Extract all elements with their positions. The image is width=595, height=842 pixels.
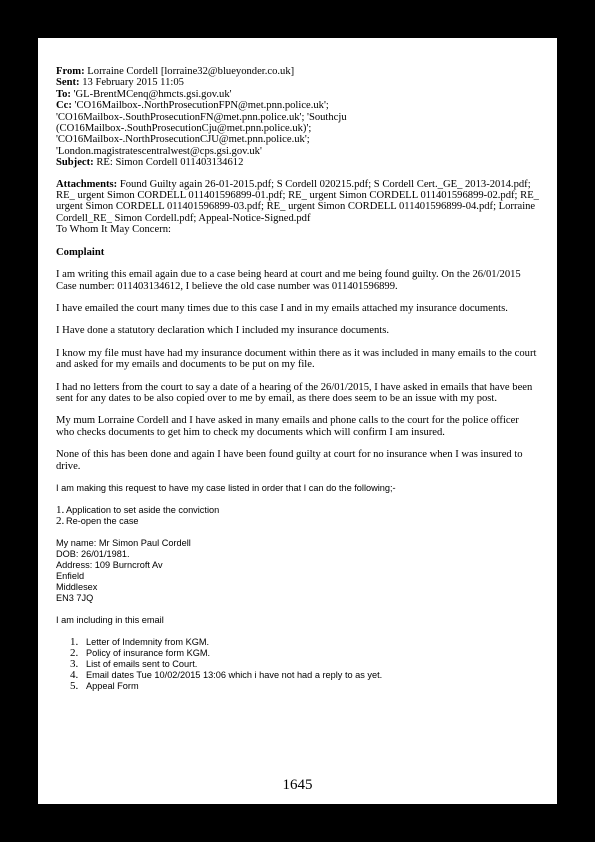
body-paragraph: I had no letters from the court to say a date of a hearing of the 26/01/2015, I have asked in emails that have been sent for any dates to be also copied over to me by email, as there does seem to be an issue with my post. [56,381,533,404]
cc-line: (CO16Mailbox-.SouthProsecutionCju@met.pnn.police.uk)'; [56,123,312,135]
including-intro: I am including in this email [56,614,164,625]
email-subject: Subject: RE: Simon Cordell 011403134612 [56,157,244,169]
body-paragraph: I have emailed the court many times due to this case I and in my emails attached my insurance documents. [56,302,508,314]
salutation: To Whom It May Concern: [56,224,171,236]
list-item: 2. Policy of insurance form KGM. [70,646,211,659]
list-item: 2. Re-open the case [56,514,139,527]
detail-line: Address: 109 Burncroft Av [56,559,163,570]
email-sent: Sent: 13 February 2015 11:05 [56,77,184,89]
attachments-value: Found Guilty again 26-01-2015.pdf; S Cordell 020215.pdf; S Cordell Cert._GE_ 2013-2014.pdf; RE_ urgent Simon CORDELL 011401596899-01.pdf; RE_ urgent Simon CORDELL 011401596899-02.pdf; RE_ urgent Simon CORDELL 011401596899-03.pdf; RE_ urgent Simon CORDELL 011401596899-04.pdf; Lorraine Cordell_RE_ Simon Cordell.pdf; Appeal-Notice-Signed.pdf [56,178,539,224]
body-paragraph: I know my file must have had my insurance document within there as it was included in many emails to the court and asked for my emails and documents to be put on my file. [56,347,537,371]
body-paragraph: I Have done a statutory declaration which I included my insurance documents. [56,325,390,337]
cc-line: 'CO16Mailbox-.SouthProsecutionFN@met.pnn.police.uk'; 'Southcju [56,111,347,123]
detail-line: Enfield [56,570,85,581]
body-paragraph: None of this has been done and again I have been found guilty at court for no insurance when I was insured to drive. [56,449,523,472]
document-page [38,38,557,804]
to-value: 'GL-BrentMCenq@hmcts.gsi.gov.uk' [73,88,232,100]
cc-line: 'London.magistratescentralwest@cps.gsi.gov.uk' [56,145,262,157]
email-to: To: 'GL-BrentMCenq@hmcts.gsi.gov.uk' [56,88,232,100]
personal-details [56,538,539,604]
request-intro: I am making this request to have my case listed in order that I can do the following;- [56,482,396,493]
page-number: 1645 [282,777,313,793]
cc-line: 'CO16Mailbox-.NorthProsecutionFPN@met.pnn.police.uk'; [74,100,329,112]
detail-line: My name: Mr Simon Paul Cordell [56,537,191,548]
detail-line: EN3 7JQ [56,592,94,603]
complaint-heading: Complaint [56,246,105,258]
email-attachments: Attachments: Found Guilty again 26-01-2015.pdf; S Cordell 020215.pdf; S Cordell Cert._GE_ 2013-2014.pdf; RE_ urgent Simon CORDELL 011401596899-01.pdf; RE_ urgent Simon CORDELL 011401596899-02.pdf; RE_ urgent Simon CORDELL 011401596899-03.pdf; RE_ urgent Simon CORDELL 011401596899-04.pdf; Lorraine Cordell_RE_ Simon Cordell.pdf; Appeal-Notice-Signed.pdf [56,178,539,224]
body-paragraph: I am writing this email again due to a case being heard at court and me being found guilty. On the 26/01/2015 Case number: 011403134612, I believe the old case number was 011401596899. [56,269,521,292]
including-list [70,637,539,692]
list-item: 1. Letter of Indemnity from KGM. [70,635,210,648]
from-value: Lorraine Cordell [lorraine32@blueyonder.co.uk] [87,66,295,77]
list-item: 3. List of emails sent to Court. [70,657,198,670]
list-item: 1. Application to set aside the conviction [56,503,220,516]
detail-line: Middlesex [56,581,98,592]
list-item: 5. Appeal Form [70,679,139,692]
email-from: From: Lorraine Cordell [lorraine32@blueyonder.co.uk] [56,66,295,77]
subject-value: RE: Simon Cordell 011403134612 [96,157,244,169]
body-paragraph: My mum Lorraine Cordell and I have asked in many emails and phone calls to the court for the police officer who checks documents to get him to check my documents which will confirm I am insured. [56,415,519,438]
detail-line: DOB: 26/01/1981. [56,548,130,559]
list-item: 4. Email dates Tue 10/02/2015 13:06 which i have not had a reply to as yet. [70,668,383,681]
request-list [56,505,539,527]
email-cc: Cc: 'CO16Mailbox-.NorthProsecutionFPN@met.pnn.police.uk'; 'CO16Mailbox-.SouthProsecutionFN@met.pnn.police.uk'; 'Southcju (CO16Mailbox-.SouthProsecutionCju@met.pnn.police.uk)'; 'CO16Mailbox-.NorthProsecutionCJU@met.pnn.police.uk'; 'London.magistratescentralwest@cps.gsi.gov.uk' [56,100,347,157]
sent-value: 13 February 2015 11:05 [82,77,184,89]
cc-line: 'CO16Mailbox-.NorthProsecutionCJU@met.pnn.police.uk'; [56,134,310,146]
